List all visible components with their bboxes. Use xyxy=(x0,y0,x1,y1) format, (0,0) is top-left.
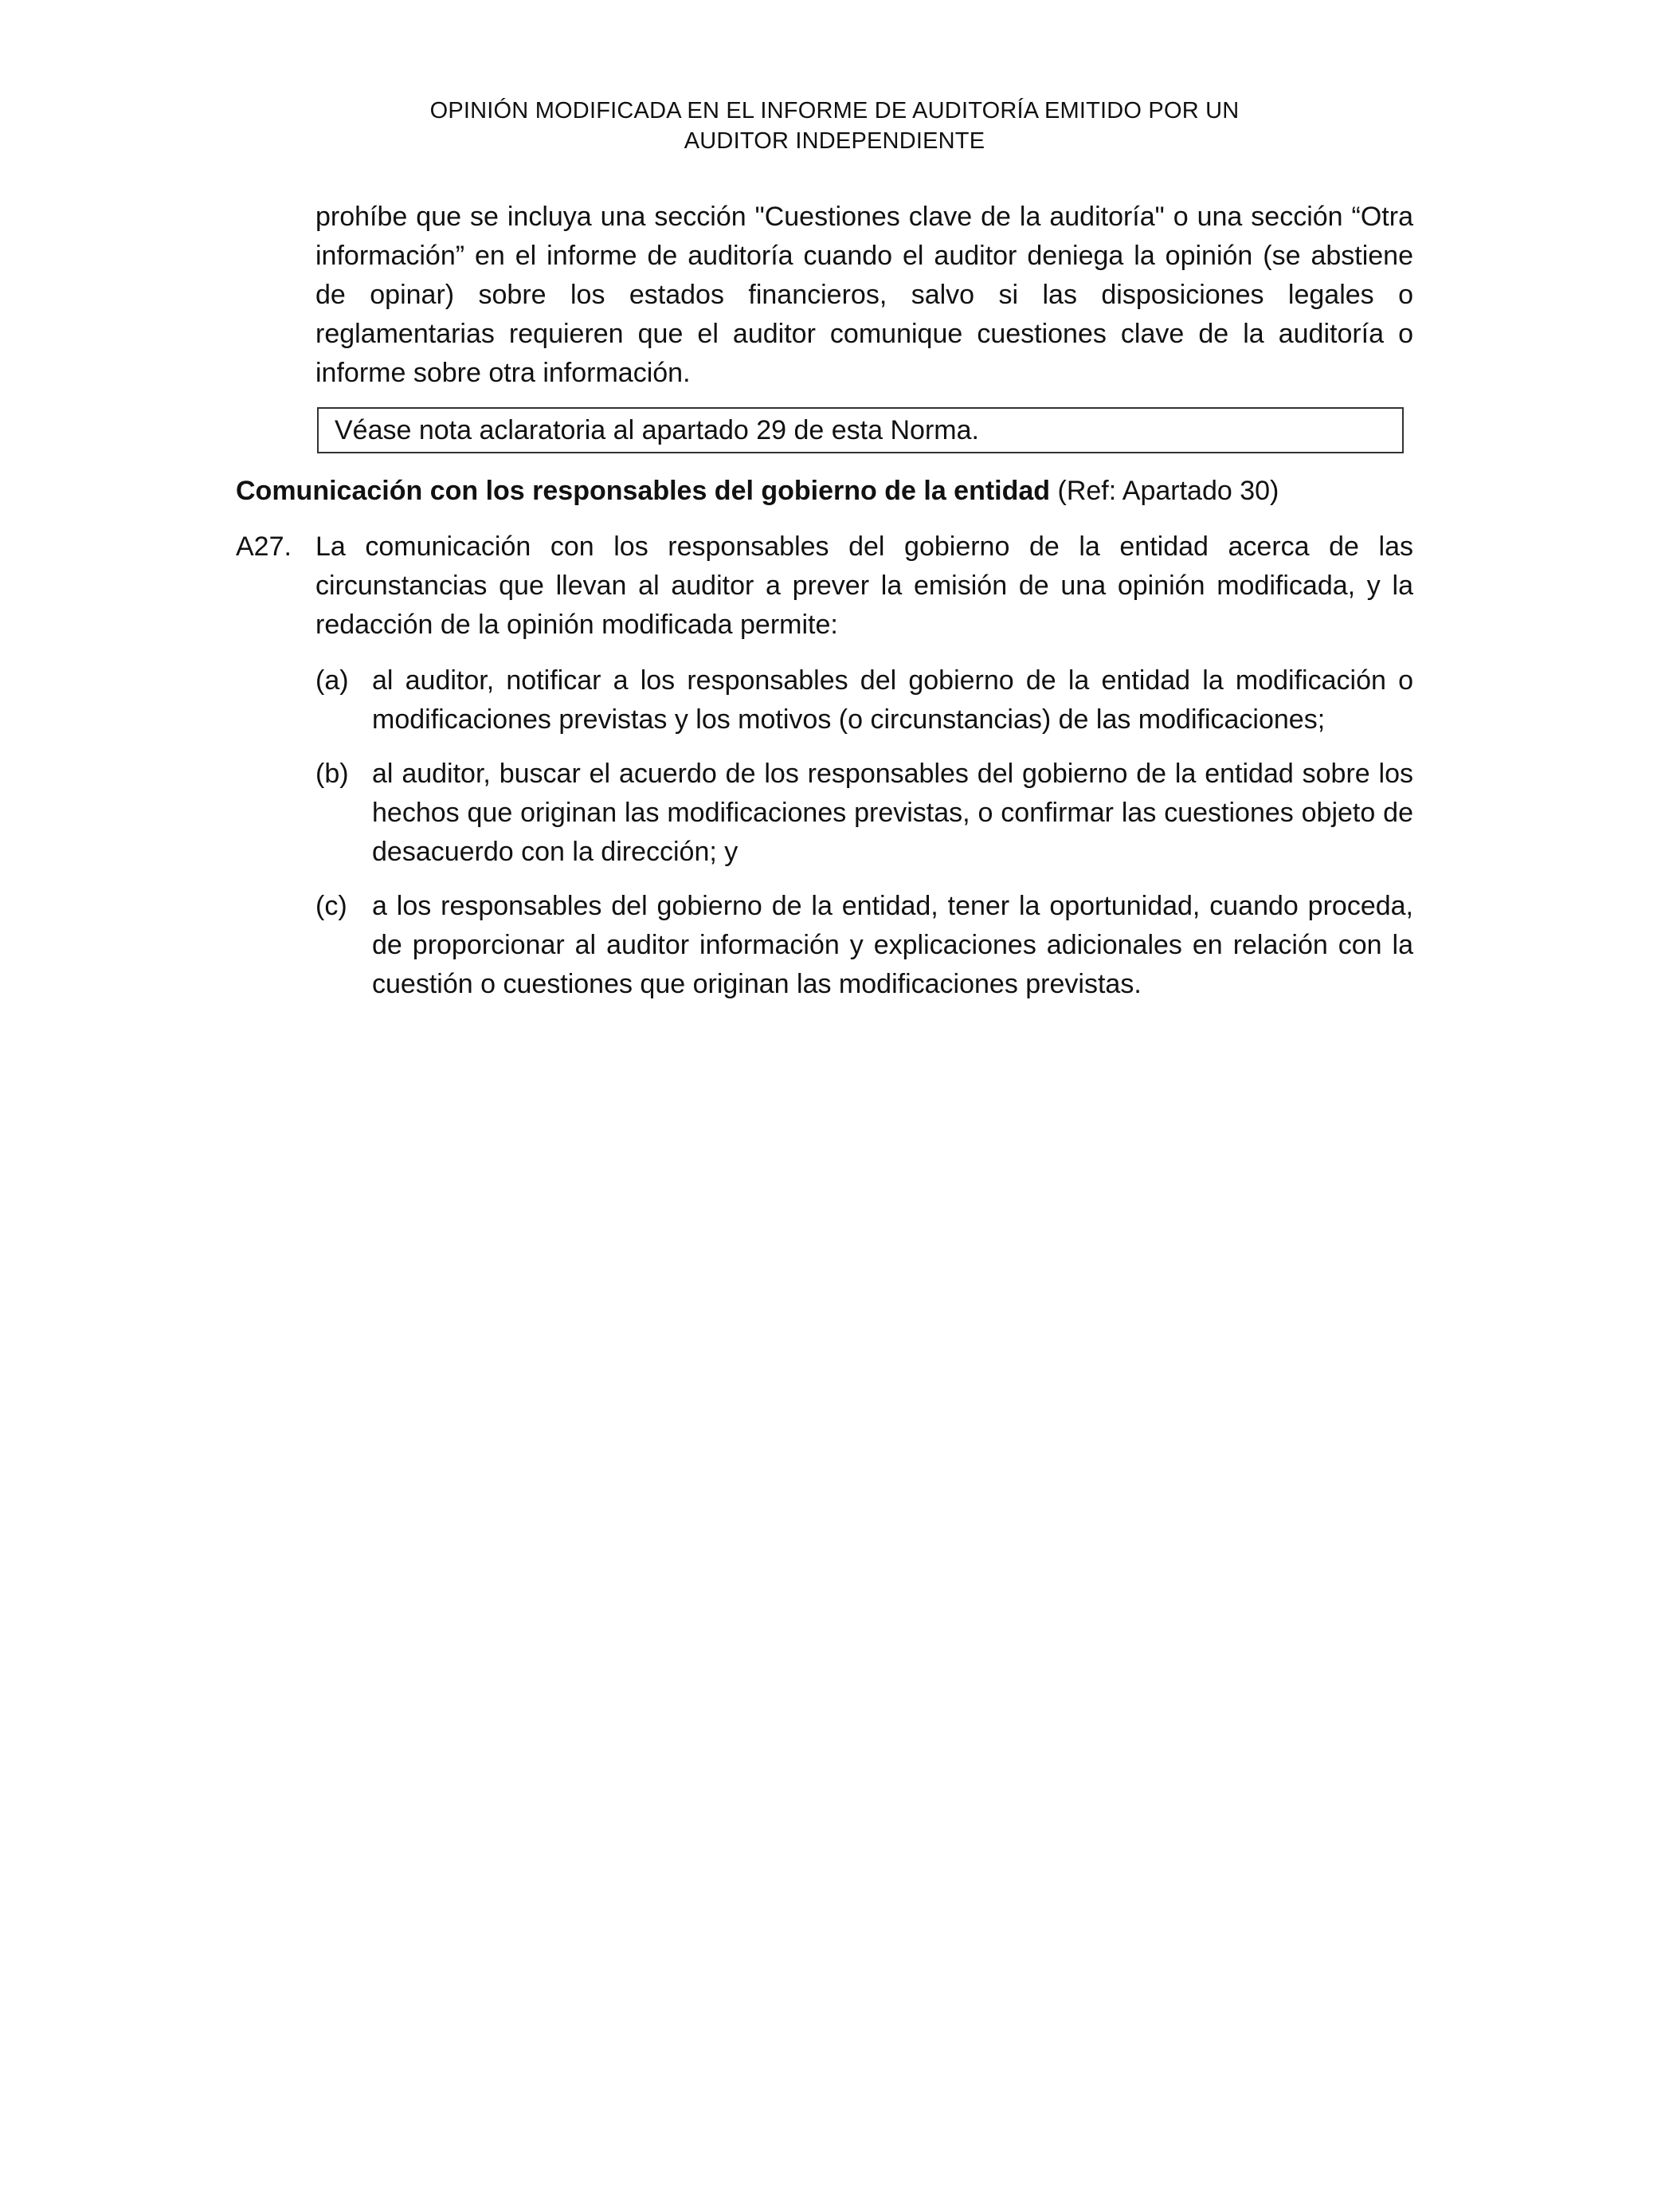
header-line-2: AUDITOR INDEPENDIENTE xyxy=(684,128,985,154)
paragraph-a27-text: La comunicación con los responsables del gobierno de la entidad acerca de las circunstancias que llevan al auditor a prever la emisión de una opinión modificada, y la redacción de la opinión modificada permite: xyxy=(315,531,1413,640)
intro-paragraph: prohíbe que se incluya una sección "Cuestiones clave de la auditoría" o una sección “Otra información” en el informe de auditoría cuando el auditor deniega la opinión (se abstiene de opinar) sobre los estados financieros, salvo si las disposiciones legales o reglamentarias requieren que el auditor comunique cuestiones clave de la auditoría o informe sobre otra información. xyxy=(315,202,1413,388)
list-item-text-b: al auditor, buscar el acuerdo de los responsables del gobierno de la entidad sobre los hechos que originan las modificaciones previstas, o confirmar las cuestiones objeto de desacuerdo con la dirección; y xyxy=(372,759,1413,867)
list-item-text-c: a los responsables del gobierno de la entidad, tener la oportunidad, cuando proceda, de proporcionar al auditor información y explicaciones adicionales en relación con la cuestión o cuestiones que originan las modificaciones previstas. xyxy=(372,891,1413,999)
section-heading xyxy=(236,472,1279,511)
header-line-1: OPINIÓN MODIFICADA EN EL INFORME DE AUDITORÍA EMITIDO POR UN xyxy=(429,98,1240,124)
page-header xyxy=(0,96,1669,156)
section-heading-reference: (Ref: Apartado 30) xyxy=(1050,476,1279,506)
section-heading-title: Comunicación con los responsables del gobierno de la entidad xyxy=(236,476,1051,506)
list-item-letter-c: (c) xyxy=(315,891,347,921)
paragraph-number: A27. xyxy=(236,531,292,562)
list-item-text-a: al auditor, notificar a los responsables del gobierno de la entidad la modificación o modificaciones previstas y los motivos (o circunstancias) de las modificaciones; xyxy=(372,665,1413,735)
list-item-letter-b: (b) xyxy=(315,759,349,789)
list-item-letter-a: (a) xyxy=(315,665,349,696)
note-box: Véase nota aclaratoria al apartado 29 de esta Norma. xyxy=(317,407,1404,453)
